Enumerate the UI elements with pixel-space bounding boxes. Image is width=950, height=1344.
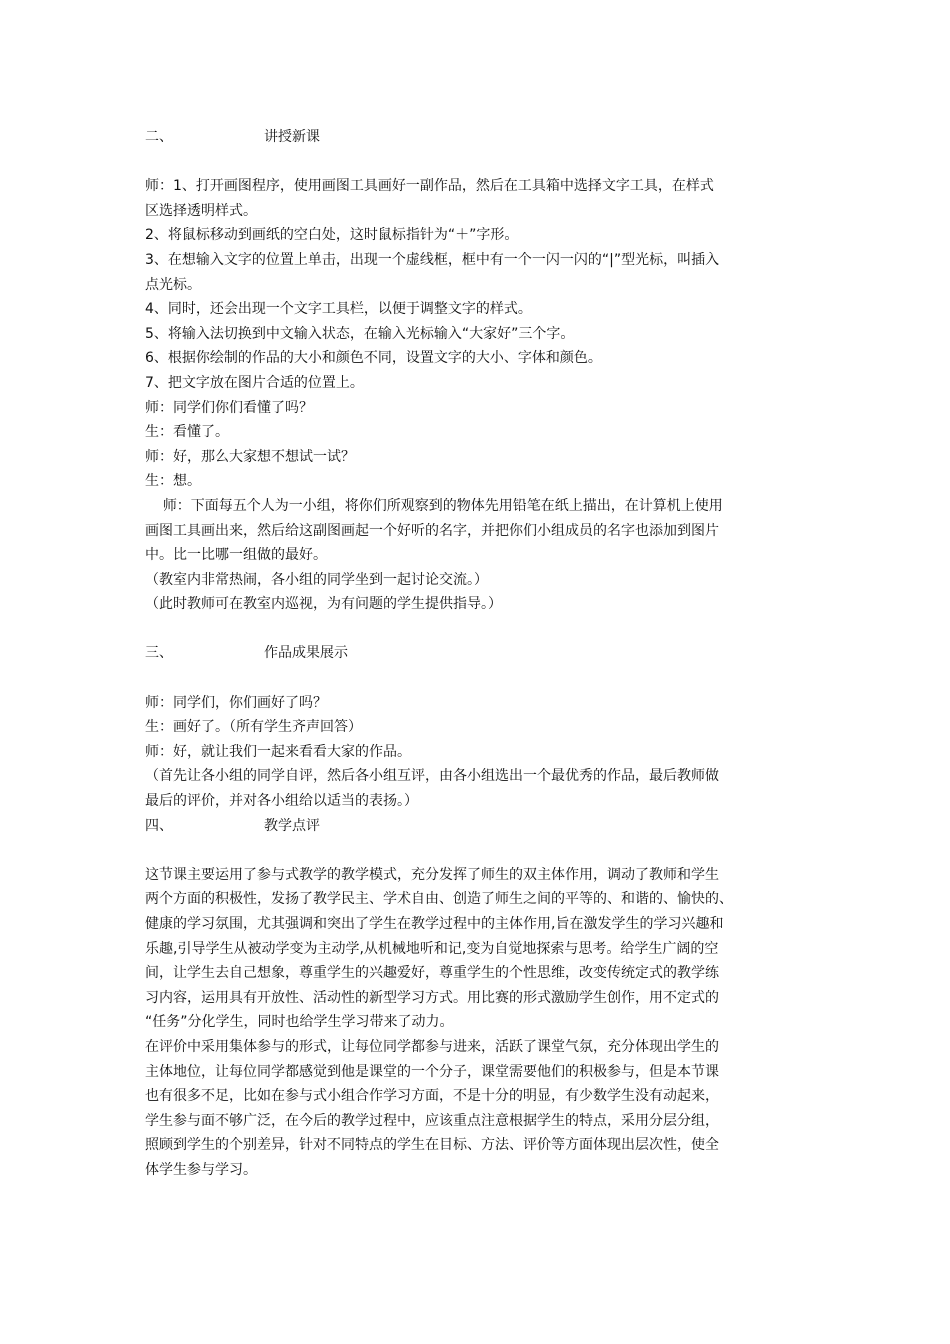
paragraph-line: “任务”分化学生，同时也给学生学习带来了动力。	[145, 1014, 454, 1031]
paragraph-line: 师：好，就让我们一起来看看大家的作品。	[145, 743, 411, 760]
paragraph-line: 两个方面的积极性，发扬了教学民主、学术自由、创造了师生之间的平等的、和谐的、愉快的、	[145, 891, 733, 908]
paragraph-line: 2、将鼠标移动到画纸的空白处，这时鼠标指针为“＋”字形。	[145, 227, 519, 244]
section-title: 教学点评	[264, 817, 320, 834]
section-2-body	[145, 174, 810, 617]
paragraph-line: （教室内非常热闹，各小组的同学坐到一起讨论交流。）	[145, 571, 488, 588]
section-heading-4	[145, 814, 810, 839]
paragraph-line: 师：好，那么大家想不想试一试？	[145, 448, 355, 465]
paragraph-line: 师：同学们，你们画好了吗？	[145, 694, 327, 711]
section-number: 三、	[145, 645, 173, 662]
section-heading-3	[145, 641, 810, 666]
paragraph-line: 习内容，运用具有开放性、活动性的新型学习方式。用比赛的形式激励学生创作，用不定式的	[145, 989, 719, 1006]
paragraph-line: 最后的评价，并对各小组给以适当的表扬。）	[145, 793, 418, 810]
spacer	[145, 666, 810, 691]
paragraph-line: 也有很多不足，比如在参与式小组合作学习方面，不是十分的明显，有少数学生没有动起来，	[145, 1088, 719, 1105]
paragraph-line: 学生参与面不够广泛，在今后的教学过程中，应该重点注意根据学生的特点，采用分层分组，	[145, 1112, 719, 1129]
paragraph-line: （首先让各小组的同学自评，然后各小组互评，由各小组选出一个最优秀的作品，最后教师做	[145, 768, 719, 785]
paragraph-line: 中。比一比哪一组做的最好。	[145, 547, 327, 564]
paragraph-line: 生：画好了。（所有学生齐声回答）	[145, 719, 362, 736]
paragraph-line: 师：下面每五个人为一小组，将你们所观察到的物体先用铅笔在纸上描出，在计算机上使用	[145, 497, 723, 514]
paragraph-line: 生：看懂了。	[145, 424, 229, 441]
section-number: 四、	[145, 817, 173, 834]
section-number: 二、	[145, 129, 173, 145]
paragraph-line: 3、在想输入文字的位置上单击，出现一个虚线框，框中有一个一闪一闪的“|”型光标，叫插入	[145, 251, 720, 268]
paragraph-line: 5、将输入法切换到中文输入状态，在输入光标输入“大家好”三个字。	[145, 325, 575, 342]
spacer	[145, 838, 810, 863]
paragraph-line: 在评价中采用集体参与的形式，让每位同学都参与进来，活跃了课堂气氛，充分体现出学生的	[145, 1038, 719, 1055]
spacer	[145, 150, 810, 175]
section-4-body	[145, 863, 810, 1183]
paragraph-line: 画图工具画出来，然后给这副图画起一个好听的名字，并把你们小组成员的名字也添加到图片	[145, 522, 719, 539]
paragraph-line: 乐趣,引导学生从被动学变为主动学,从机械地听和记,变为自觉地探索与思考。给学生广阔的空	[145, 940, 719, 957]
paragraph-line: （此时教师可在教室内巡视，为有问题的学生提供指导。）	[145, 596, 502, 613]
paragraph-line: 生：想。	[145, 473, 201, 490]
paragraph-line: 区选择透明样式。	[145, 202, 257, 219]
paragraph-line: 这节课主要运用了参与式教学的教学模式，充分发挥了师生的双主体作用，调动了教师和学生	[145, 866, 719, 883]
paragraph-line: 师：1、打开画图程序，使用画图工具画好一副作品，然后在工具箱中选择文字工具，在样式	[145, 178, 714, 195]
paragraph-line: 6、根据你绘制的作品的大小和颜色不同，设置文字的大小、字体和颜色。	[145, 350, 602, 367]
paragraph-line: 点光标。	[145, 276, 201, 293]
section-title: 讲授新课	[264, 129, 320, 145]
paragraph-line: 主体地位，让每位同学都感觉到他是课堂的一个分子，课堂需要他们的积极参与，但是本节课	[145, 1063, 719, 1080]
document-body	[145, 125, 810, 1183]
paragraph-line: 健康的学习氛围，尤其强调和突出了学生在教学过程中的主体作用,旨在激发学生的学习兴趣和	[145, 916, 724, 932]
paragraph-line: 照顾到学生的个别差异，针对不同特点的学生在目标、方法、评价等方面体现出层次性，使全	[145, 1137, 719, 1154]
paragraph-line: 间，让学生去自己想象，尊重学生的兴趣爱好，尊重学生的个性思维，改变传统定式的教学练	[145, 965, 719, 982]
paragraph-line: 4、同时，还会出现一个文字工具栏，以便于调整文字的样式。	[145, 301, 532, 318]
paragraph-line: 体学生参与学习。	[145, 1161, 257, 1178]
paragraph-line: 7、把文字放在图片合适的位置上。	[145, 374, 364, 391]
spacer	[145, 617, 810, 642]
section-heading-2	[145, 125, 810, 150]
section-title: 作品成果展示	[264, 645, 348, 662]
paragraph-line: 师：同学们你们看懂了吗？	[145, 399, 313, 416]
section-3-body	[145, 691, 810, 814]
